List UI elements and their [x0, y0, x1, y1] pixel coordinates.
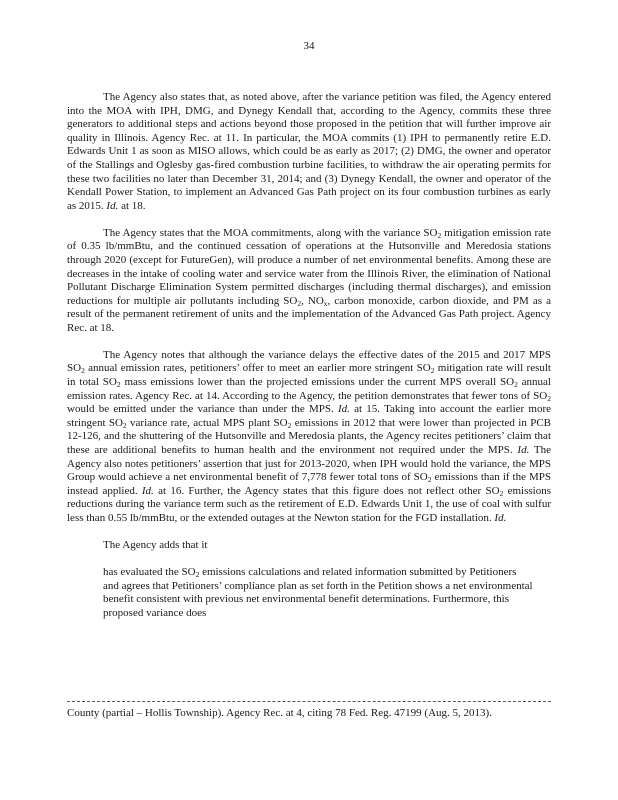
subscript: 2	[437, 230, 442, 240]
subscript: 2	[514, 380, 518, 390]
text-run: The Agency also notes petitioners’ assertion that just for 2013-2020, when IPH would hold the variance, the MPS Group would achieve a net environmental benefit of 7,778 fewer total tons of SO	[67, 444, 551, 484]
italic-citation: Id.	[517, 444, 530, 457]
text-run: mitigation emission rate of 0.35 lb/mmBtu, and the continued cessation of operations at the Hutsonville and Meredosia stations through 2020 (except for FutureGen), will produce a number of net environmental benefits. Among these are decreases in the intake of cooling water and service water from the Illinois River, the elimination of National Pollutant Discharge Elimination System permitted discharges (including thermal discharges), and emission reductions for multiple air pollutants including SO	[67, 226, 551, 307]
subscript: 2	[430, 366, 435, 376]
subscript: 2	[81, 366, 85, 376]
text-run: would be emitted under the variance than under the MPS.	[67, 403, 338, 416]
text-run: The Agency adds that it	[103, 538, 208, 551]
text-run: The Agency notes that although the variance delays the effective dates of the 2015 and 2017 MPS SO	[67, 348, 551, 375]
subscript: 2	[297, 298, 302, 308]
text-run: at 18.	[118, 199, 146, 212]
text-run: The Agency states that the MOA commitments, along with the variance SO	[103, 226, 438, 239]
text-run: annual emission rates. Agency Rec. at 14. According to the Agency, the petition demonstrates that fewer tons of SO	[67, 376, 551, 402]
italic-citation: Id.	[494, 512, 507, 524]
text-run: , NO	[301, 294, 324, 307]
footnote: County (partial – Hollis Township). Agency Rec. at 4, citing 78 Fed. Reg. 47199 (Aug. 5, 2013).	[67, 707, 492, 719]
subscript: 2	[195, 569, 200, 579]
text-run: emissions calculations and related information submitted by Petitioners and agrees that Petitioners’ compliance plan as set forth in the Petition shows a net environmental benefit consistent with previous net environmental benefit determinations. Furthermore, this proposed variance does	[103, 565, 533, 619]
paragraph	[67, 349, 551, 526]
italic-citation: Id.	[338, 403, 350, 416]
page-number: 34	[303, 40, 315, 52]
body-text	[67, 91, 551, 620]
subscript: 2	[499, 488, 504, 498]
block-quote	[103, 566, 535, 620]
subscript: 2	[116, 380, 121, 390]
subscript: 2	[287, 420, 292, 430]
italic-citation: Id.	[141, 484, 154, 497]
text-run: annual emission rates, petitioners’ offer to meet an earlier more stringent SO	[84, 362, 431, 375]
text-run: emissions reductions during the variance term such as the retirement of E.D. Edwards Unit 1, the use of coal with sulfur less than 0.55 lb/mmBtu, or the extended outages at the Newton station for the FGD installation.	[67, 484, 551, 524]
subscript: 2	[427, 475, 432, 485]
paragraph	[67, 227, 551, 336]
text-run: has evaluated the SO	[103, 565, 196, 578]
paragraph	[67, 91, 551, 213]
text-run: emissions than if the MPS instead applied.	[67, 471, 551, 497]
subscript: 2	[122, 420, 127, 430]
text-run: mitigation rate will result in total SO	[67, 362, 551, 389]
text-run: variance rate, actual MPS plant SO	[126, 416, 288, 429]
text-run: emissions in 2012 that were lower than projected in PCB 12-126, and the shuttering of the Hutsonville and Meredosia plants, the Agency recites petitioners’ claim that these are additional benefits to human health and the environment not required under the MPS.	[67, 416, 551, 457]
italic-citation: Id.	[106, 199, 119, 212]
subscript: 2	[547, 393, 551, 403]
text-run: at 15. Taking into account the earlier more stringent SO	[67, 403, 551, 429]
subscript: x	[323, 298, 328, 308]
paragraph	[67, 539, 551, 553]
text-run: The Agency also states that, as noted above, after the variance petition was filed, the Agency entered into the MOA with IPH, DMG, and Dynegy Kendall that, according to the Agency, commits these three generators to additional steps and actions beyond those proposed in the petition that will further improve air quality in Illinois. Agency Rec. at 11. In particular, the MOA commits (1) IPH to permanently retire E.D. Edwards Unit 1 as soon as MISO allows, which could be as early as 2017; (2) DMG, the owner and operator of the Stallings and Oglesby gas-fired combustion turbine facilities, to withdraw the air operating permits for these two facilities no later than December 31, 2014; and (3) Dynegy Kendall, the owner and operator of the Kendall Power Station, to implement an Advanced Gas Path project on its four combustion turbines as early as 2015.	[67, 91, 551, 212]
footnote-separator	[67, 701, 551, 702]
text-run: mass emissions lower than the projected emissions under the current MPS overall SO	[120, 376, 515, 389]
text-run: , carbon monoxide, carbon dioxide, and PM as a result of the permanent retirement of units and the implementation of the Advanced Gas Path project. Agency Rec. at 18.	[67, 294, 552, 334]
text-run: at 16. Further, the Agency states that this figure does not reflect other SO	[153, 484, 500, 497]
